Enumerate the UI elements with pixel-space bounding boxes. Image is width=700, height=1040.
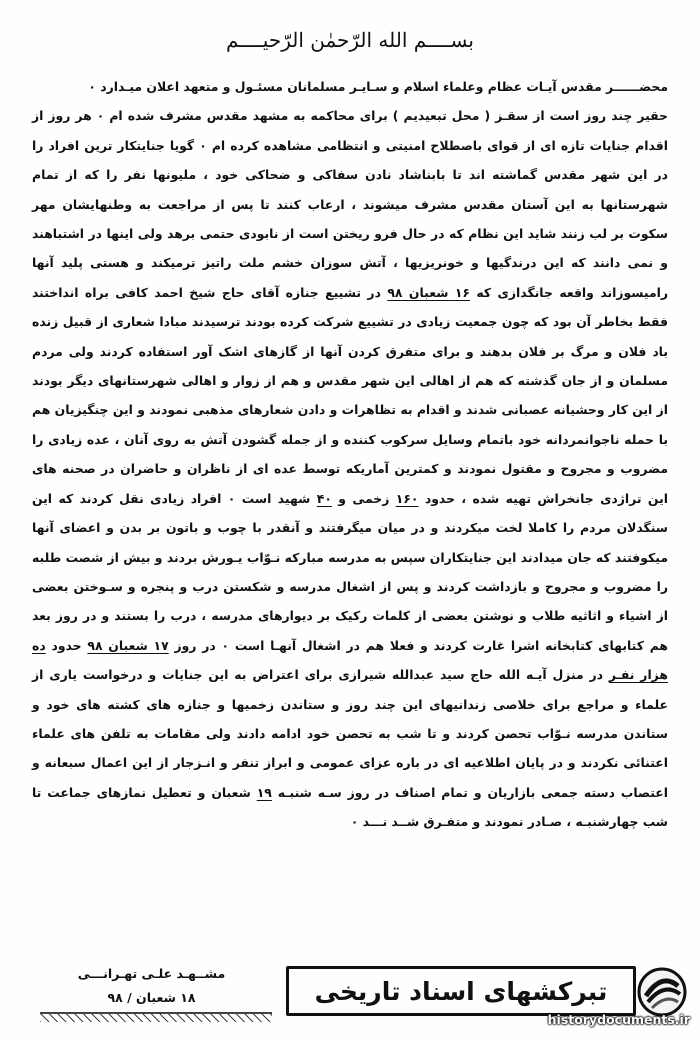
text-run: شهید است ۰ افراد زیادی نقل کردند که این سنگدلان مردم را کاملا لخت میکردند و در میان میگرفتند و آنقدر با چوب و باتون بر بدن و اعضای آنها میکوفتند که جان میدادند این جنایتکاران سپس به مدرسه مبارکه نـوّاب یـورش بردند و بیش از شصت طلبه را مضروب و مجروح و بازداشت کردند و پس از اشغال مدرسه و شکستن درب و پنجره و سـوختن بعضی از اشیاء و اثاثیه طلاب و نوشتن بعضی از کلمات رکیک بر دیوارهای مدرسه ، درب را بستند و در روز بعد هم کتابهای کتابخانه اشرا غارت کردند و فعلا هم در اشغال آنهـا است ۰ در روز	[32, 490, 669, 653]
underlined-phrase: ۴۰	[316, 490, 332, 506]
underlined-phrase: ۱۶ شعبان ۹۸	[387, 284, 470, 300]
text-run: در تشییع جنازه آقای حاج شیخ احمد کافی براه انداختند فقط بخاطر آن بود که چون جمعیت زیادی در تشییع شرکت کرده بودند ترسیدند مبادا شعاری از قبیل زنده باد فلان و مرگ بر فلان بدهند و برای متفرق کردن آنها از گازهای اشک آور استفاده کردند ولی مردم مسلمان و از جان گذشته که هم از اهالی این شهر مقدس و هم از زوار و اهالی شهرستانهای دیگر بودند از این کار وحشیانه عصبانی شدند و اقدام به تظاهرات و دادن شعارهای مذهبی نمودند و این چنگیزیان هم با حمله ناجوانمردانه خود باتمام وسایل سرکوب کننده و از جمله گشودن آتش به روی آنان ، عده زیادی را مضروب و مجروح و مقتول نمودند و کمترین آماریکه توسط عده ای از ناظران و حاضران در صحنه های این تراژدی جانخراش تهیه شده ، حدود	[32, 284, 668, 506]
body-paragraph	[32, 101, 668, 836]
signature-block	[44, 962, 259, 1010]
signature-rule	[40, 1012, 272, 1022]
underlined-phrase: ۱۶۰	[395, 490, 419, 506]
text-run: محضــــــر مقدس آیـات عظام وعلماء اسلام و سـایـر مسلمانان مسئـول و متعهد اعلان میـدارد ۰	[88, 79, 668, 94]
text-run: حقیر چند روز است از سقـز ( محل تبعیدیم ) برای محاکمه به مشهد مقدس مشرف شده ام ۰ هر روز از اقدام جنایات تازه ای از قوای باصطلاح امنیتی و انتظامی مشاهده کرده ام ۰ گویا جنایتکار ترین افراد را در این شهر مقدس گماشته اند تا بابناشاد نادن سفاکی و ضحاکی خود ، ملیونها نفر را که از تمام شهرستانها به این آستان مقدس مشرف میشوند ، ارعاب کنند تا پس از مراجعت به وطنهایشان مهر سکوت بر لب زنند شاید این نظام که در حال فرو ریختن است از نابودی حتمی برهد ولی اینها در اشتباهند و نمی دانند که این درندگیها و خونریزیها ، آتش سوزان خشم ملت راتیز ترمیکند و هستی پلید آنها رامیسوزاند واقعه جانگدازی که	[32, 108, 668, 300]
text-run: شعبان و تعطیل نمازهای جماعت تا شب چهارشنبـه ، صـادر نمودند و متفـرق شــد نـــد ۰	[32, 784, 668, 830]
body-paragraph	[32, 72, 668, 101]
archive-watermark: تبرکشهای اسناد تاریخی	[286, 966, 636, 1016]
document-heading: بســــم الله الرّحمٰن الرّحیــــم	[226, 28, 474, 52]
text-run: زخمی و	[331, 490, 396, 506]
text-run: حدود	[45, 637, 88, 653]
archive-logo-icon	[636, 966, 688, 1018]
signature-date: ۱۸ شعبان / ۹۸	[107, 990, 196, 1005]
document-body	[32, 72, 668, 837]
archive-url: historydocuments.ir	[547, 1012, 690, 1027]
text-run: در منزل آیـه الله حاج سید عبدالله شیرازی برای اعتراض به این جنایات و درخواست یاری از علماء و مراجع برای خلاصی زندانیهای این چند روز و ستاندن زخمیها و جنازه های کشته های خود و ستاندن مدرسه نـوّاب تحصن کردند و تا شب به تحصن خود ادامه دادند ولی مقامات به تلفن های علماء اعتنائی نکردند و در پایان اطلاعیه ای در باره عزای عمومی و ابراز تنفر و انـزجار از این اعمال سبعانه و اعتصاب دسته جمعی بازاریان و تمام اصناف در روز سـه شنبـه	[32, 667, 668, 800]
underlined-phrase: ده هزار نفـر	[32, 637, 668, 683]
signature-name: مشــهـد علـی تهـرانـــی	[77, 966, 226, 981]
underlined-phrase: ۱۹	[256, 784, 272, 800]
underlined-phrase: ۱۷ شعبان ۹۸	[87, 637, 169, 653]
